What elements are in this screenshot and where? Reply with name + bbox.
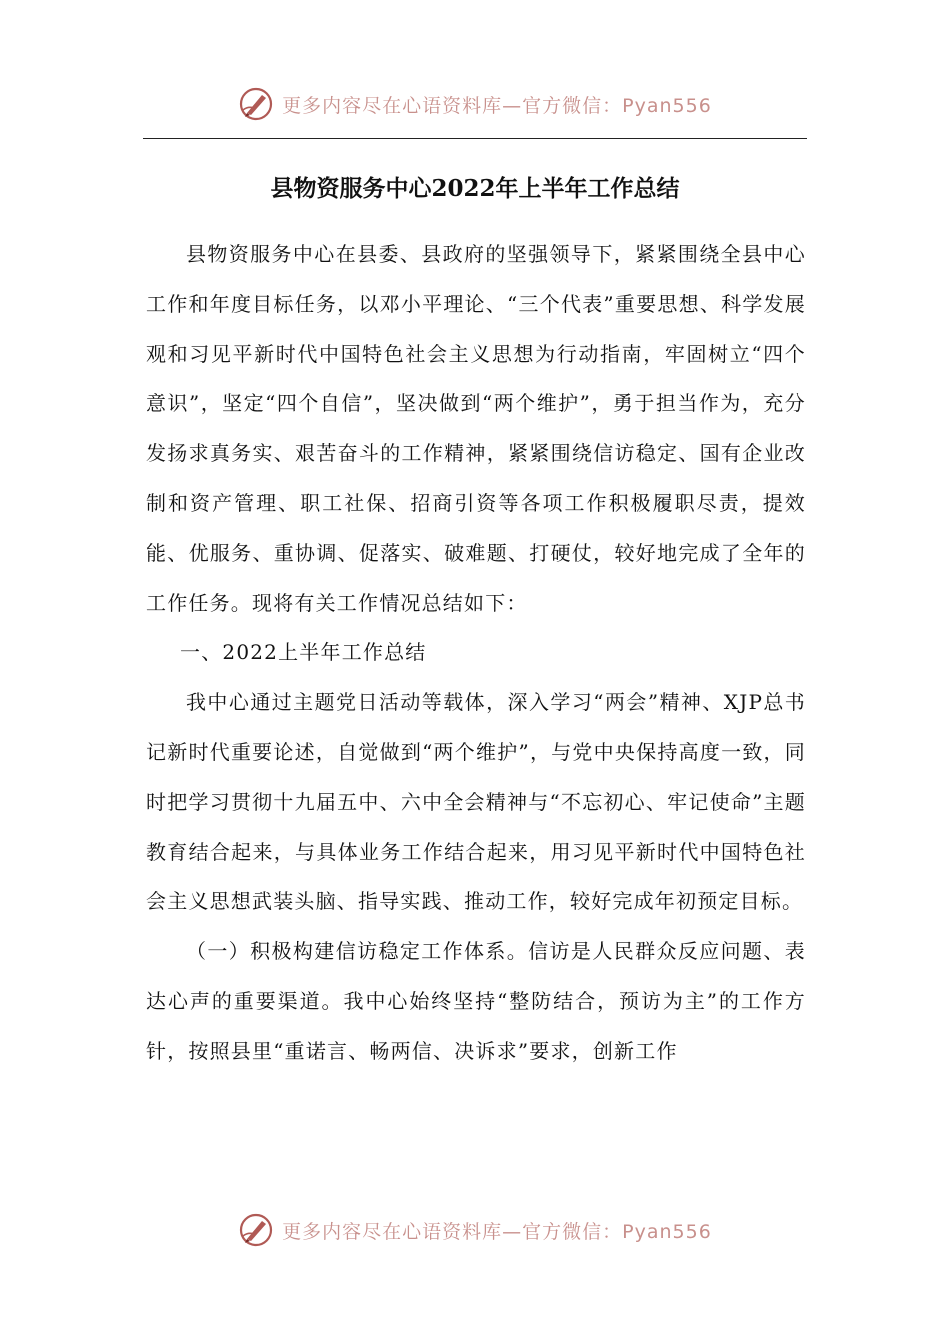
document-body <box>146 230 806 1077</box>
header-watermark <box>0 82 950 126</box>
body-paragraph: 我中心通过主题党日活动等载体，深入学习“两会”精神、XJP总书记新时代重要论述，自觉做到“两个维护”，与党中央保持高度一致，同时把学习贯彻十九届五中、六中全会精神与“不忘初心、牢记使命”主题教育结合起来，与具体业务工作结合起来，用习见平新时代中国特色社会主义思想武装头脑、指导实践、推动工作，较好完成年初预定目标。 <box>146 690 806 914</box>
pen-logo-icon <box>238 86 274 122</box>
watermark-text: 更多内容尽在心语资料库—官方微信：Pyan556 <box>282 1220 712 1243</box>
body-paragraph: 县物资服务中心在县委、县政府的坚强领导下，紧紧围绕全县中心工作和年度目标任务，以邓小平理论、“三个代表”重要思想、科学发展观和习见平新时代中国特色社会主义思想为行动指南，牢固树立“四个意识”，坚定“四个自信”，坚决做到“两个维护”，勇于担当作为，充分发扬求真务实、艰苦奋斗的工作精神，紧紧围绕信访稳定、国有企业改制和资产管理、职工社保、招商引资等各项工作积极履职尽责，提效能、优服务、重协调、促落实、破难题、打硬仗，较好地完成了全年的工作任务。现将有关工作情况总结如下： <box>146 242 806 615</box>
header-divider <box>143 138 807 139</box>
footer-watermark <box>0 1208 950 1252</box>
watermark-text: 更多内容尽在心语资料库—官方微信：Pyan556 <box>282 94 712 117</box>
body-paragraph: （一）积极构建信访稳定工作体系。信访是人民群众反应问题、表达心声的重要渠道。我中心始终坚持“整防结合，预访为主”的工作方针，按照县里“重诺言、畅两信、决诉求”要求，创新工作 <box>146 939 806 1063</box>
document-title: 县物资服务中心2022年上半年工作总结 <box>270 175 680 202</box>
pen-logo-icon <box>238 1212 274 1248</box>
section-heading: 一、2022上半年工作总结 <box>180 640 427 665</box>
